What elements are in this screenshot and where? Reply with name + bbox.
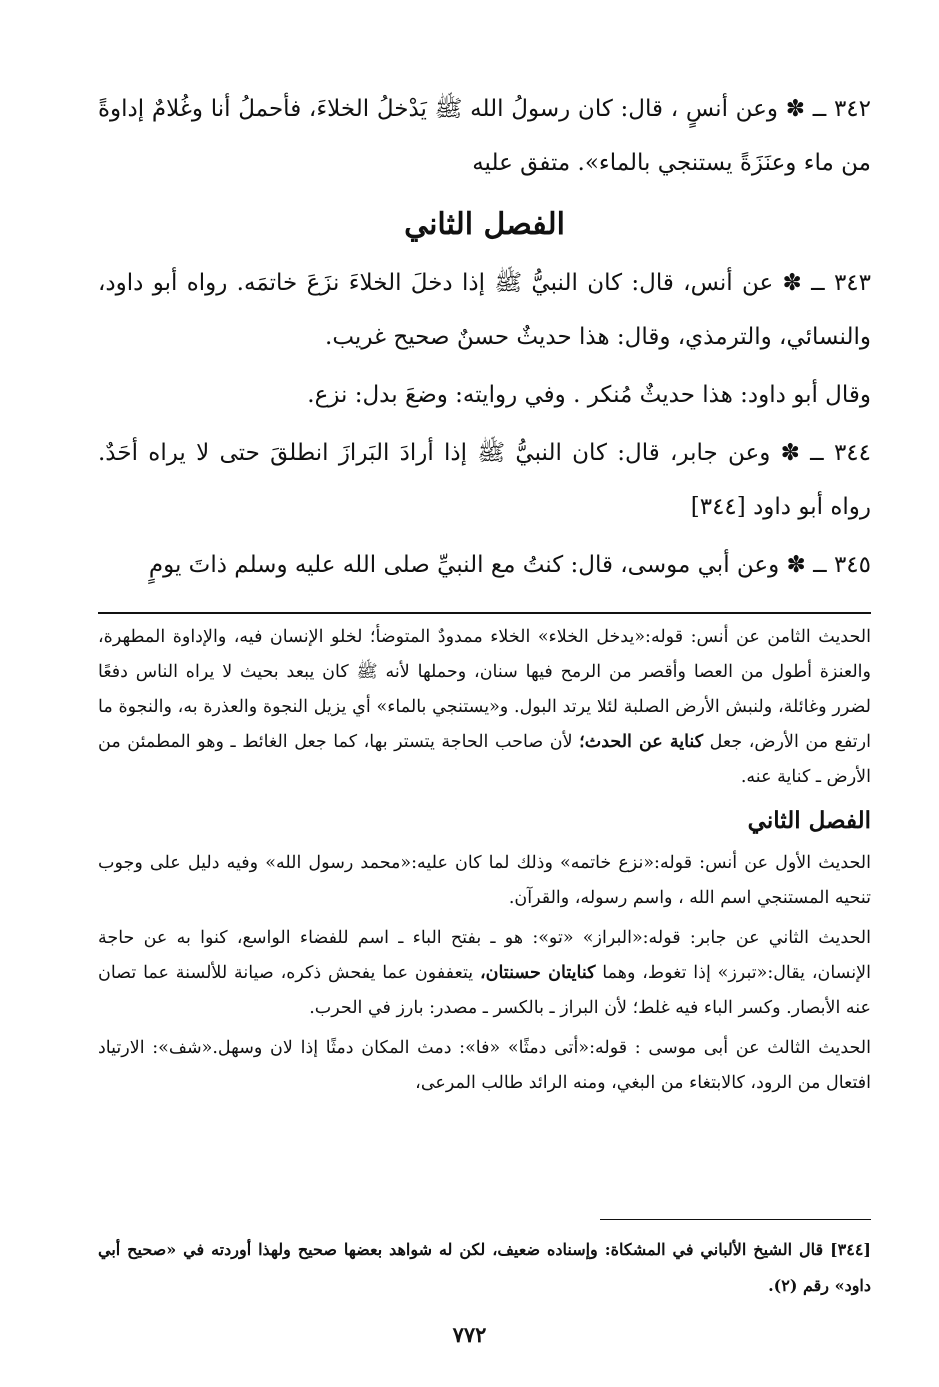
main-divider [98, 612, 871, 614]
section-title-main: الفصل الثاني [404, 207, 565, 242]
footnote-divider [600, 1219, 871, 1220]
section-title-commentary: الفصل الثاني [747, 807, 871, 834]
page-number: ٧٧٢ [452, 1322, 487, 1347]
abu-dawud-note: وقال أبو داود: هذا حديثٌ مُنكر . وفي روايته: وضعَ بدل: نزع. [307, 382, 871, 408]
commentary-bold-phrase: كناية عن الحدث؛ [579, 732, 704, 752]
hadith-344: ٣٤٤ ــ ✽ وعن جابر، قال: كان النبيُّ ﷺ إذا أرادَ البَرازَ انطلقَ حتى لا يراه أحَدٌ. رواه أبو داود [٣٤٤] [98, 440, 871, 520]
hadith-345: ٣٤٥ ــ ✽ وعن أبي موسى، قال: كنتُ مع النبيِّ صلى الله عليه وسلم ذاتَ يومٍ [148, 552, 871, 578]
commentary-text: يتعففون عما يفحش ذكره، صيانة للألسنة عما تصان عنه الأبصار. وكسر الباء فيه غلط؛ لأن البراز ـ بالكسر ـ مصدر: بارز في الحرب. [98, 963, 871, 1018]
commentary-bold-phrase: كنايتان حسنتان، [479, 963, 596, 983]
commentary-paragraph-4: الحديث الثالث عن أبى موسى : قوله:«أتى دمثًا» «فا»: دمث المكان دمثًا إذا لان وسهل.«شف»: الارتياد افتعال من الرود، كالابتغاء من البغي، ومنه الرائد طالب المرعى، [98, 1038, 871, 1093]
commentary-text: الحديث الثامن عن أنس: قوله:«يدخل الخلاء» الخلاء ممدودٌ المتوضأ؛ لخلو الإنسان فيه، والإداوة المطهرة، والعنزة أطول من العصا وأقصر من الرمح فيها سنان، وحملها لأنه ﷺ كان يبعد بحيث لا يراه الناس دفعًا لضرر وغائلة، ولنبش الأرض الصلبة لئلا يرتد البول. و«يستنجي بالماء» أي يزيل النجوة والعذرة به، والنجوة ما ارتفع من الأرض، جعل [98, 627, 871, 752]
main-text [98, 82, 871, 596]
commentary-paragraph-1 [98, 620, 871, 795]
commentary-text: لأن صاحب الحاجة يتستر بها، كما جعل الغائط ـ وهو المطمئن من الأرض ـ كناية عنه. [98, 732, 871, 787]
commentary [98, 620, 871, 1106]
commentary-paragraph-3 [98, 921, 871, 1026]
hadith-343: ٣٤٣ ــ ✽ عن أنس، قال: كان النبيُّ ﷺ إذا دخلَ الخلاءَ نزَعَ خاتمَه. رواه أبو داود، والنسائي، والترمذي، وقال: هذا حديثٌ حسنٌ صحيح غريب. [98, 270, 871, 350]
commentary-text: الحديث الثاني عن جابر: قوله:«البراز» «تو»: هو ـ بفتح الباء ـ اسم للفضاء الواسع، كنوا به عن حاجة الإنسان، يقال:«تبرز» إذا تغوط، وهما [98, 928, 871, 983]
footnote-text: [٣٤٤] قال الشيخ الألباني في المشكاة: وإسناده ضعيف، لكن له شواهد بعضها صحيح ولهذا أوردته في «صحيح أبي داود» رقم (٢). [98, 1240, 871, 1295]
footnote [98, 1232, 871, 1304]
commentary-paragraph-2: الحديث الأول عن أنس: قوله:«نزع خاتمه» وذلك لما كان عليه:«محمد رسول الله» وفيه دليل على وجوب تنحيه المستنجي اسم الله ، واسم رسوله، والقرآن. [98, 853, 871, 908]
hadith-342: ٣٤٢ ــ ✽ وعن أنسٍ ، قال: كان رسولُ الله ﷺ يَدْخلُ الخلاءَ، فأحملُ أنا وغُلامٌ إداوةً من ماء وعنَزَةً يستنجي بالماء». متفق عليه [98, 96, 871, 176]
